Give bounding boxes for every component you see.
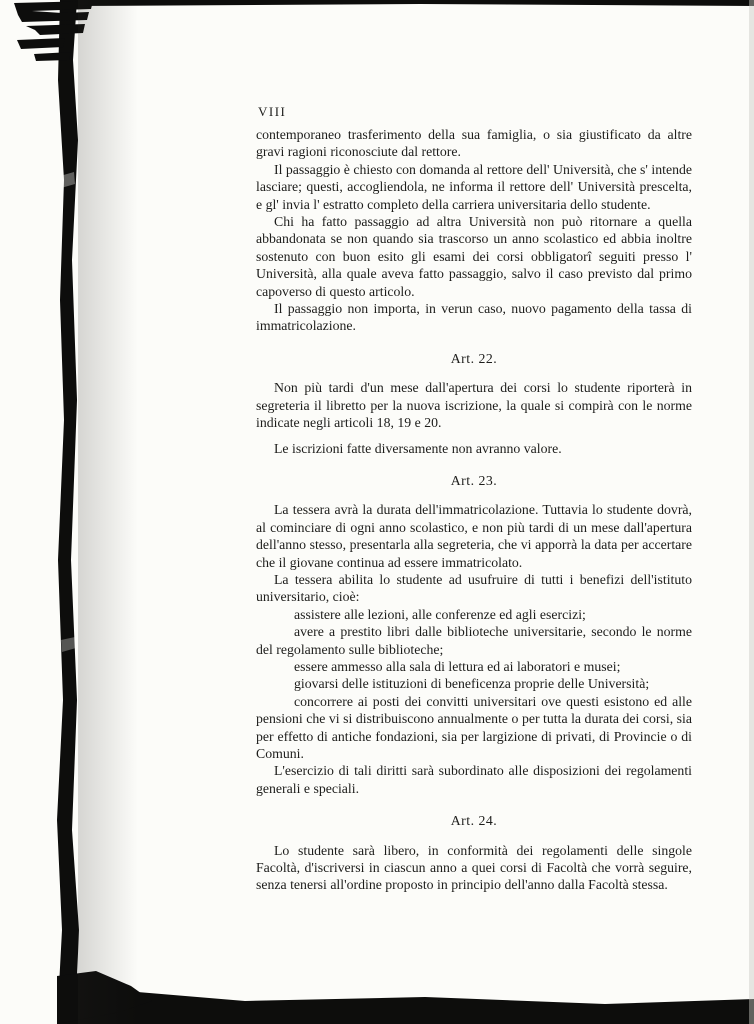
page-number: VIII	[258, 104, 287, 119]
scan-artifact-top-edge	[76, 0, 754, 6]
scan-artifact-tear-marks	[14, 1, 93, 22]
paragraph: La tessera abilita lo studente ad usufruire di tutti i benefizi dell'istituto universitario, cioè:	[256, 571, 692, 605]
benefit-list	[256, 606, 692, 763]
paragraph: Non più tardi d'un mese dall'apertura dei corsi lo studente riporterà in segreteria il libretto per la nuova iscrizione, la quale si compirà con le norme indicate negli articoli 18, 19 e 20.	[256, 380, 692, 431]
scan-artifact-left-band	[57, 0, 79, 1024]
paragraph: Lo studente sarà libero, in conformità dei regolamenti delle singole Facoltà, d'iscriversi in ciascun anno a quei corsi di Facoltà che vorrà seguire, senza tenersi all'ordine proposto in principio dell'anno dalla Facoltà stessa.	[256, 842, 692, 893]
paragraph: Chi ha fatto passaggio ad altra Università non può ritornare a quella abbandonata se non quando sia trascorso un anno scolastico ed abbia inoltre sostenuto con buon esito gli esami dei corsi obbligatorî seguiti presso l' Università, alla quale aveva fatto passaggio, salvo il caso previsto dal primo capoverso di questo articolo.	[256, 214, 692, 299]
gutter-shadow	[78, 0, 138, 1024]
list-item: essere ammesso alla sala di lettura ed ai laboratori e musei;	[294, 658, 621, 674]
list-item: concorrere ai posti dei convitti universitari ove questi esistono ed alle pensioni che vi si distribuiscono annualmente o per tutta la durata dei corsi, sia per effetto di antiche fondazioni, sia per largizione di privati, di Provincie o di Comuni.	[256, 693, 692, 761]
paragraph: L'esercizio di tali diritti sarà subordinato alle disposizioni dei regolamenti generali e speciali.	[256, 763, 692, 796]
scan-artifact-bottom-band	[57, 991, 754, 1024]
list-item: giovarsi delle istituzioni di beneficenza proprie delle Università;	[294, 676, 650, 692]
article-heading: Art. 23.	[450, 472, 498, 488]
article-heading: Art. 24.	[450, 813, 498, 829]
text-column	[256, 126, 692, 894]
paragraph: Il passaggio è chiesto con domanda al rettore dell' Università, che s' intende lasciare; questi, accogliendola, ne informa il rettore dell' Università prescelta, e gl' invia l' estratto completo della carriera universitaria dello studente.	[256, 161, 692, 212]
list-item: assistere alle lezioni, alle conferenze ed agli esercizi;	[294, 606, 586, 622]
paragraph: Il passaggio non importa, in verun caso, nuovo pagamento della tassa di immatricolazione.	[256, 301, 692, 334]
paragraph: contemporaneo trasferimento della sua famiglia, o sia giustificato da altre gravi ragioni riconosciute dal rettore.	[256, 127, 692, 160]
paragraph: La tessera avrà la durata dell'immatricolazione. Tuttavia lo studente dovrà, al cominciare di ogni anno scolastico, e non più tardi di un mese dall'apertura dell'anno stesso, presentarla alla segreteria, che vi apporrà la data per accertare che il giovane continua ad essere immatricolato.	[256, 502, 692, 570]
article-heading: Art. 22.	[450, 350, 498, 366]
paragraph: Le iscrizioni fatte diversamente non avranno valore.	[274, 440, 562, 456]
list-item: avere a prestito libri dalle biblioteche universitarie, secondo le norme del regolamento sulle biblioteche;	[256, 624, 692, 657]
